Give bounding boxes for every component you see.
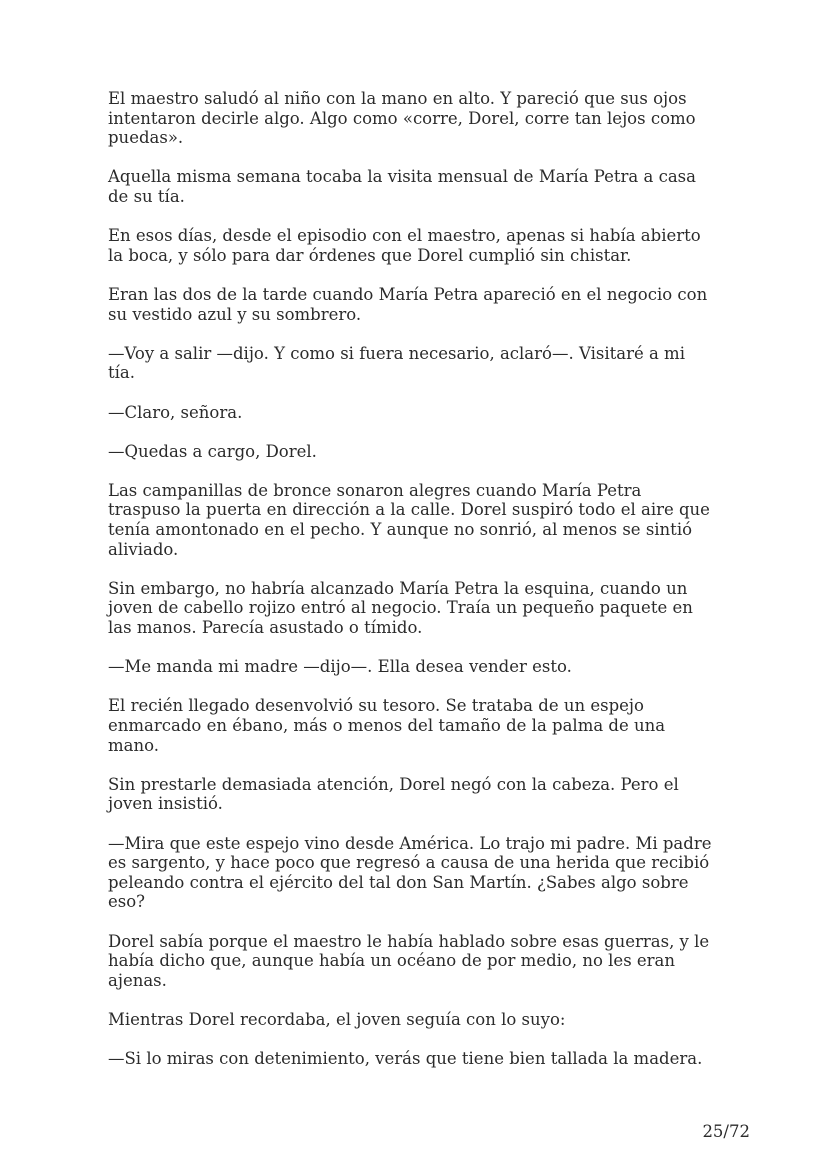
paragraph: El maestro saludó al niño con la mano en alto. Y pareció que sus ojos intentaron decirle algo. Algo como «corre, Dorel, corre tan lejos como puedas». bbox=[108, 89, 696, 148]
document-body bbox=[108, 89, 728, 1088]
paragraph: Eran las dos de la tarde cuando María Petra apareció en el negocio con su vestido azul y su sombrero. bbox=[108, 284, 708, 324]
paragraph: Aquella misma semana tocaba la visita mensual de María Petra a casa de su tía. bbox=[108, 167, 696, 206]
page-number: 25/72 bbox=[702, 1122, 750, 1141]
paragraph: En esos días, desde el episodio con el maestro, apenas si había abierto la boca, y sólo para dar órdenes que Dorel cumplió sin chistar. bbox=[108, 226, 701, 265]
paragraph: Las campanillas de bronce sonaron alegres cuando María Petra traspuso la puerta en dirección a la calle. Dorel suspiró todo el aire que tenía amontonado en el pecho. Y aunque no sonrió, al menos se sintió aliviado. bbox=[108, 480, 710, 559]
paragraph: —Voy a salir —dijo. Y como si fuera necesario, aclaró—. Visitaré a mi tía. bbox=[108, 343, 685, 383]
paragraph: —Me manda mi madre —dijo—. Ella desea vender esto. bbox=[108, 657, 572, 677]
paragraph: —Claro, señora. bbox=[108, 402, 243, 422]
paragraph: Dorel sabía porque el maestro le había hablado sobre esas guerras, y le había dicho que, aunque había un océano de por medio, no les eran ajenas. bbox=[108, 931, 710, 990]
paragraph: El recién llegado desenvolvió su tesoro. Se trataba de un espejo enmarcado en ébano, más o menos del tamaño de la palma de una mano. bbox=[108, 696, 666, 755]
paragraph: Sin embargo, no habría alcanzado María Petra la esquina, cuando un joven de cabello rojizo entró al negocio. Traía un pequeño paquete en las manos. Parecía asustado o tímido. bbox=[108, 578, 693, 638]
paragraph: Mientras Dorel recordaba, el joven seguía con lo suyo: bbox=[108, 1009, 566, 1029]
paragraph: Sin prestarle demasiada atención, Dorel negó con la cabeza. Pero el joven insistió. bbox=[108, 774, 679, 814]
paragraph: —Quedas a cargo, Dorel. bbox=[108, 441, 317, 461]
paragraph: —Si lo miras con detenimiento, verás que tiene bien tallada la madera. bbox=[108, 1049, 703, 1069]
paragraph: —Mira que este espejo vino desde América. Lo trajo mi padre. Mi padre es sargento, y hace poco que regresó a causa de una herida que recibió peleando contra el ejército del tal don San Martín. ¿Sabes algo sobre eso? bbox=[108, 833, 712, 912]
